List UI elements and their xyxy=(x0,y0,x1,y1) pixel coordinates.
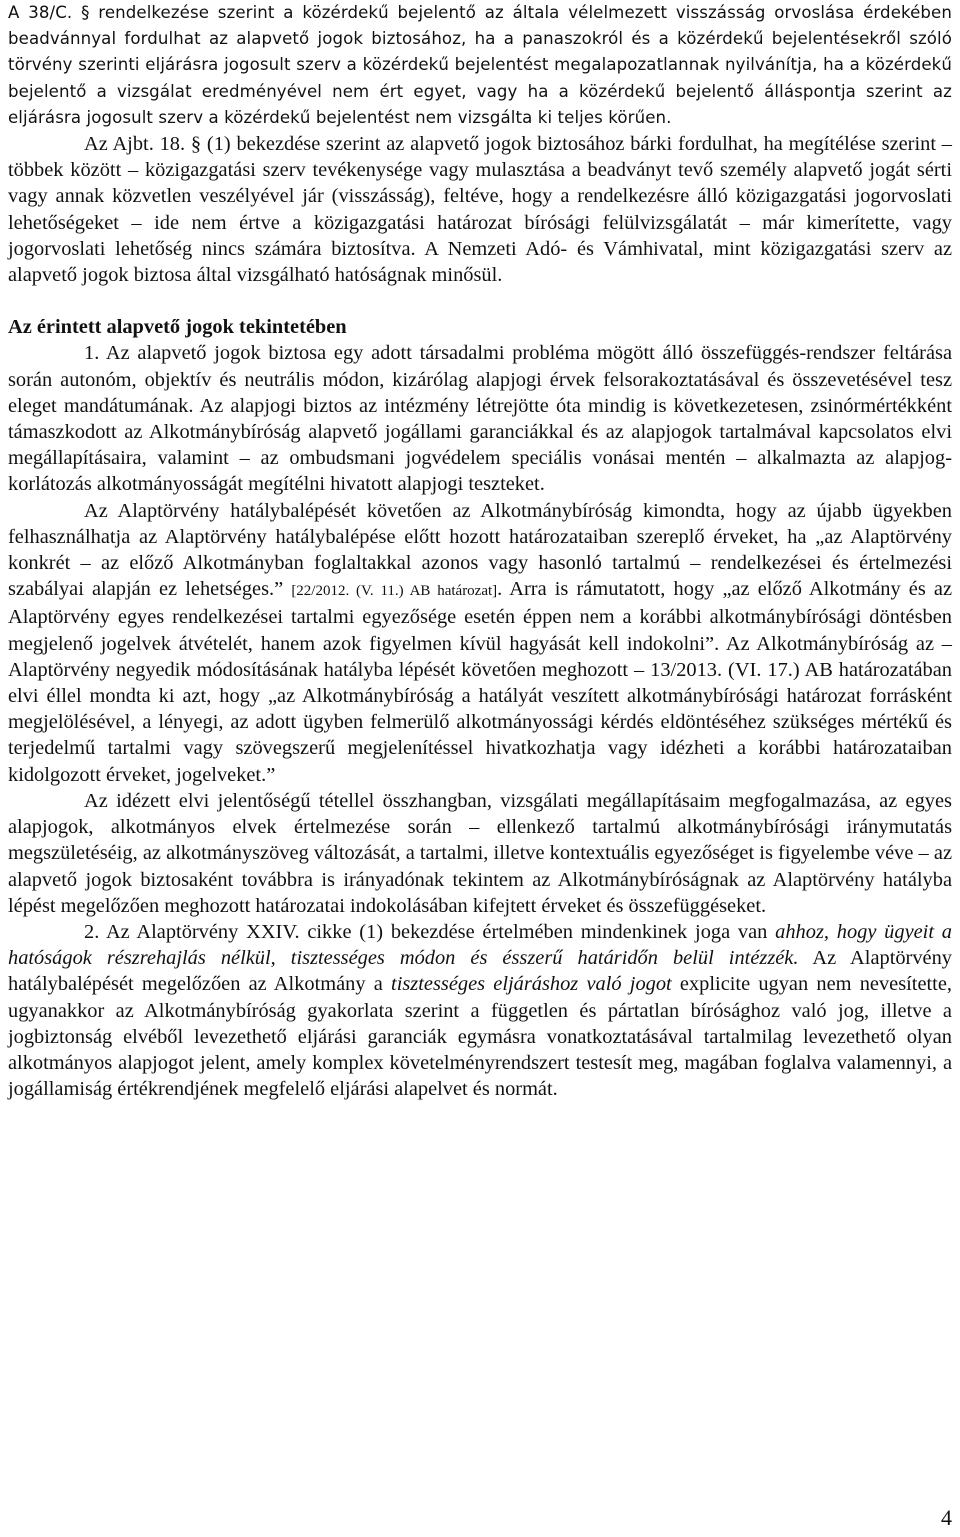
paragraph-4-text-a: 2. Az Alaptörvény XXIV. cikke (1) bekezdése értelmében mindenkinek joga van xyxy=(84,920,776,943)
paragraph-4-text-b: Az Alaptörvény hatálybalépését megelőzően az Alkotmány a xyxy=(8,947,952,996)
paragraph-ajbt-18: Az Ajbt. 18. § (1) bekezdése szerint az alapvető jogok biztosához bárki fordulhat, ha megítélése szerint – többek között – közigazgatási szerv tevékenysége vagy mulasztása a beadványt tevő személy alapvető jogát sérti vagy annak közvetlen veszélyével jár (visszásság), feltéve, hogy a rendelkezésre álló közigazgatási jogorvoslati lehetőségeket – ide nem értve a közigazgatási határozat bírósági felülvizsgálatát – már kimerítette, vagy jogorvoslati lehetőség nincs számára biztosítva. A Nemzeti Adó- és Vámhivatal, mint közigazgatási szerv az alapvető jogok biztosa által vizsgálható hatóságnak minősül. xyxy=(8,133,952,287)
paragraph-1: 1. Az alapvető jogok biztosa egy adott társadalmi probléma mögött álló összefüggés-rendszer feltárása során autonóm, objektív és neutrális módon, kizárólag alapjogi érvek felsorakoztatásával és összevetésével tesz eleget mandátumának. Az alapjogi biztos az intézmény létrejötte óta mindig is következetesen, zsinórmértékként támaszkodott az Alkotmánybíróság alapvető jogállami garanciákkal és az alapjogok tartalmával kapcsolatos elvi megállapításaira, valamint – az ombudsmani jogvédelem speciális vonásai mentén – alkalmazta az alapjog-korlátozás alkotmányosságát megítélni hivatott alapjogi teszteket. xyxy=(8,342,952,496)
decision-reference: [22/2012. (V. 11.) AB határozat] xyxy=(291,583,498,600)
page-number: 4 xyxy=(941,1505,952,1530)
paragraph-4-text-c: explicite ugyan nem nevesítette, ugyanakkor az Alkotmánybíróság gyakorlata szerint a független és pártatlan bírósághoz való jog, illetve a jogbiztonság elvéből levezethető eljárási garanciák egymásra vonatkoztatásával tartalmilag levezethető olyan alkotmányos alapjogot jelent, amely komplex követelményrendszert testesít meg, magában foglalva valamennyi, a jogállamiság értékrendjének megfelelő eljárási alapelvet és normát. xyxy=(8,973,952,1101)
paragraph-2-text-b: . Arra is rámutatott, hogy „az előző Alkotmány és az Alaptörvény egyes rendelkezései tartalmi egyezősége esetén éppen nem a korábbi alkotmánybírósági döntésben megjelenő jogelvek átvételét, hanem azok figyelmen kívül hagyását kell indokolni”. Az Alkotmánybíróság az – Alaptörvény negyedik módosításának hatályba lépését követően meghozott – 13/2013. (VI. 17.) AB határozatában elvi éllel mondta ki azt, hogy „az Alkotmánybíróság a hatályát veszített alkotmánybírósági határozat forrásként megjelölésével, a lényegi, az adott ügyben felmerülő alkotmányossági kérdés eldöntéséhez szükséges mértékű és terjedelmű tartalmi vagy szövegszerű megjelenítéssel hivatkozhatja vagy idézheti a korábbi határozataiban kidolgozott érveket, jogelveket.” xyxy=(8,578,952,786)
paragraph-3: Az idézett elvi jelentőségű tétellel összhangban, vizsgálati megállapításaim megfogalmazása, az egyes alapjogok, alkotmányos elvek értelmezése során – ellenkező tartalmú alkotmánybírósági iránymutatás megszületéséig, az alkotmányszöveg változását, a tartalmi, illetve kontextuális egyezőséget is figyelembe véve – az alapvető jogok biztosaként továbbra is irányadónak tekintem az Alkotmánybíróságnak az Alaptörvény hatályba lépést megelőzően meghozott határozatai indokolásában kifejtett érveket és összefüggéseket. xyxy=(8,789,952,917)
paragraph-4 xyxy=(8,919,952,1102)
document-page xyxy=(8,0,952,1102)
paragraph-38c: A 38/C. § rendelkezése szerint a közérdekű bejelentő az általa vélelmezett visszásság orvoslása érdekében beadvánnyal fordulhat az alapvető jogok biztosához, ha a panaszokról és a közérdekű bejelentésekről szóló törvény szerinti eljárásra jogosult szerv a közérdekű bejelentést megalapozatlannak nyilvánítja, ha a közérdekű bejelentő a vizsgálat eredményével nem ért egyet, vagy ha a közérdekű bejelentő álláspontja szerint az eljárásra jogosult szerv a közérdekű bejelentést nem vizsgálta ki teljes körűen. xyxy=(8,3,952,127)
paragraph-2-text-a: Az Alaptörvény hatálybalépését követően az Alkotmánybíróság kimondta, hogy az újabb ügyekben felhasználhatja az Alaptörvény hatálybalépése előtt hozott határozataiban szereplő érveket, ha „az Alaptörvény konkrét – az előző Alkotmányban foglaltakkal azonos vagy hasonló tartalmú – rendelkezései és értelmezési szabályai alapján ez lehetséges.” xyxy=(8,499,952,601)
paragraph-2 xyxy=(8,498,952,788)
paragraph-4-italic-quote: ahhoz, hogy ügyeit a hatóságok részrehajlás nélkül, tisztességes módon és ésszerű határidőn belül intézzék. xyxy=(8,920,952,970)
paragraph-4-italic-term: tisztességes eljáráshoz való jogot xyxy=(391,973,672,996)
section-heading: Az érintett alapvető jogok tekintetében xyxy=(8,316,347,339)
